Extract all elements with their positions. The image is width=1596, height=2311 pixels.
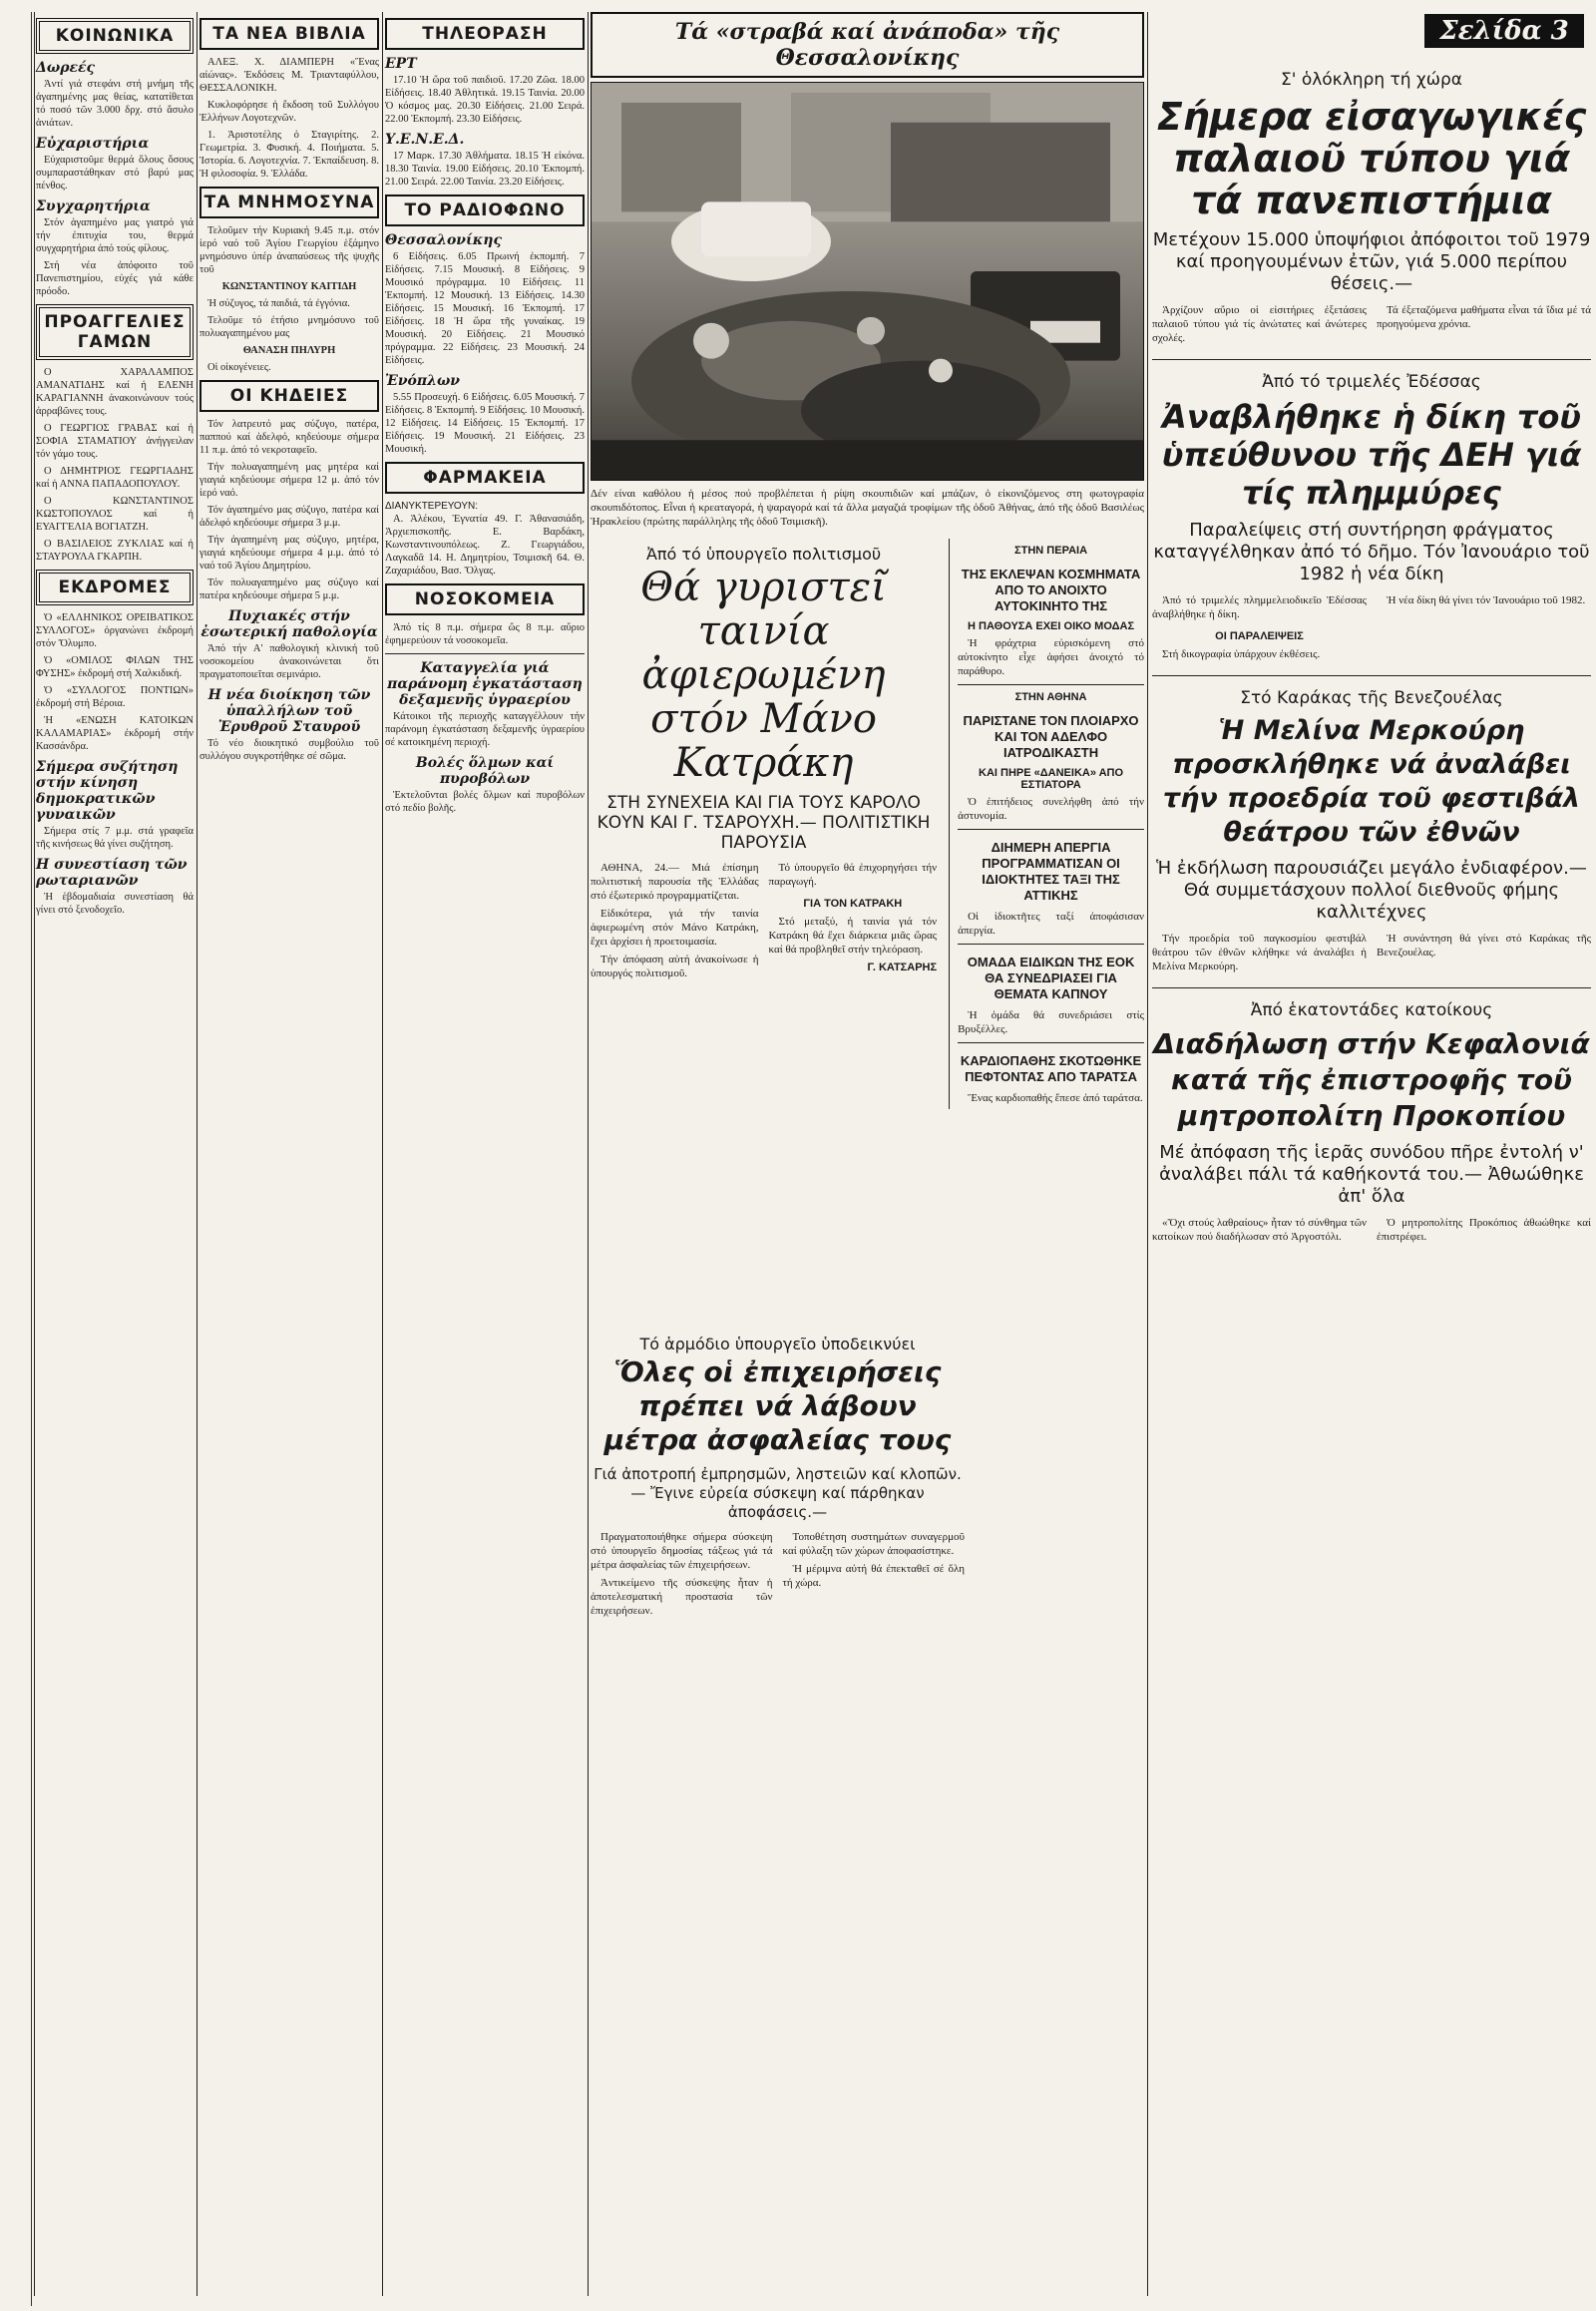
text-block: Τό νέο διοικητικό συμβούλιο τοῦ συλλόγου συγκροτήθηκε σέ σῶμα. (200, 738, 379, 762)
column-rule (34, 12, 35, 2296)
text-block: 17 Μαρκ. 17.30 Ἀθλήματα. 18.15 Ἡ εἰκόνα. 18.30 Ταινία. 19.00 Εἰδήσεις. 20.10 Ἐκπομπή. 21.00 Σειρά. 22.00 Ταινία. 23.20 Εἰδήσεις. (385, 151, 585, 188)
text-block: Τόν λατρευτό μας σύζυγο, πατέρα, παππού καί ἀδελφό, κηδεύουμε σήμερα 11 π.μ. ἀπό τό νεκροταφεῖο. Τήν πολυαγαπημένη μας μητέρα καί γιαγιά κηδεύουμε σήμερα 12 μ. ἀπό τόν ἱερό ναό. Τόν ἀγαπημένο μας σύζυγο, πατέρα καί ἀδελφό κηδεύουμε σήμερα 3 μ.μ. Τήν ἀγαπημένη μας σύζυγο, μητέρα, γιαγιά κηδεύουμε σήμερα 4 μ.μ. ἀπό τό ναό τοῦ Ἁγίου Δημητρίου. Τόν πολυαγαπημένο μας σύζυγο καί πατέρα κηδεύουμε σήμερα 5 μ.μ. (200, 419, 379, 601)
text-block: Σήμερα στίς 7 μ.μ. στά γραφεῖα τῆς κινήσεως θά γίνει συζήτηση. (36, 826, 194, 850)
text-block: ΑΛΕΞ. Χ. ΔΙΑΜΠΕΡΗ «Ἔνας αἰώνας». Ἐκδόσεις Μ. Τριανταφύλλου, ΘΕΣΣΑΛΟΝΙΚΗ. Κυκλοφόρησε ἡ ἔκδοση τοῦ Συλλόγου Ἑλλήνων Λογοτεχνῶν. 1. Ἀριστοτέλης ὁ Σταγιρίτης. 2. Γεωμετρία. 3. Φυσική. 4. Ποιήματα. 5. Ἱστορία. 6. Λογοτεχνία. 7. Ἐκπαίδευση. 8. Ἡ φιλοσοφία. 9. Ἐλλάδα. (200, 57, 379, 180)
body-text: Ἡ συνάντηση θά γίνει στό Καράκας τῆς Βενεζουέλας. (1377, 933, 1591, 959)
section-head-new-books: ΤΑ ΝΕΑ ΒΙΒΛΙΑ (200, 18, 379, 50)
text-block: Τελοῦμεν τήν Κυριακή 9.45 π.μ. στόν ἱερό ναό τοῦ Ἁγίου Γεωργίου ἑξάμηνο μνημόσυνο ὑπέρ ἀναπαύσεως τῆς ψυχῆς τοῦ ΚΩΝΣΤΑΝΤΙΝΟΥ ΚΑΙΤΙΔΗ Ἡ σύζυγος, τά παιδιά, τά ἐγγόνια. Τελοῦμε τό ἐτήσιο μνημόσυνο τοῦ πολυαγαπημένου μας ΘΑΝΑΣΗ ΠΗΛΥΡΗ Οἱ οἰκογένειες. (200, 225, 379, 373)
section-head-tv: ΤΗΛΕΟΡΑΣΗ (385, 18, 585, 50)
subhead-thanks: Εὐχαριστήρια (36, 136, 150, 152)
deck: Μετέχουν 15.000 ὑποψήφιοι ἀπόφοιτοι τοῦ 1979 καί προηγουμένων ἐτῶν, γιά 5.000 περίπου θέσεις.— (1152, 229, 1591, 294)
subhead-red-cross: Η νέα διοίκηση τῶν ὑπαλλήλων τοῦ Ἐρυθροῦ Σταυροῦ (207, 687, 371, 735)
box-title: Καταγγελία γιά παράνομη ἐγκατάσταση δεξαμενῆς ὑγραερίου (387, 660, 583, 708)
body-text: Ἡ ὁμάδα θά συνεδριάσει στίς Βρυξέλλες. (958, 1009, 1144, 1035)
text-block: Ἀντί γιά στεφάνι στή μνήμη τῆς ἀγαπημένης μας θείας, κατατίθεται τό ποσό τῶν 3.000 δρχ. στό ἄσυλο ἀνιάτων. (36, 79, 194, 129)
body-text: Ὁ μητροπολίτης Προκόπιος ἀθωώθηκε καί ἐπιστρέφει. (1377, 1217, 1591, 1243)
brief-sub: ΚΑΙ ΠΗΡΕ «ΔΑΝΕΙΚΑ» ΑΠΟ ΕΣΤΙΑΤΟΡΑ (979, 767, 1124, 791)
section-head-funerals: ΟΙ ΚΗΔΕΙΕΣ (200, 380, 379, 412)
body-text: «Ὄχι στούς λαθραίους» ἦταν τό σύνθημα τῶν κατοίκων πού διαδήλωσαν στό Ἀργοστόλι. (1152, 1217, 1367, 1243)
deck: ΣΤΗ ΣΥΝΕΧΕΙΑ ΚΑΙ ΓΙΑ ΤΟΥΣ ΚΑΡΟΛΟ ΚΟΥΝ ΚΑΙ Γ. ΤΣΑΡΟΥΧΗ.— ΠΟΛΙΤΙΣΤΙΚΗ ΠΑΡΟΥΣΙΑ (597, 793, 931, 853)
body-text: Τά ἐξεταζόμενα μαθήματα εἶναι τά ἴδια μέ τά προηγούμενα χρόνια. (1377, 304, 1591, 330)
kicker: ΣΤΗΝ ΠΕΡΑΙΑ (1014, 545, 1088, 557)
column-rule (197, 12, 198, 2296)
page-number-tag: Σελίδα 3 (1424, 14, 1584, 48)
brief-headline: ΤΗΣ ΕΚΛΕΨΑΝ ΚΟΣΜΗΜΑΤΑ ΑΠΟ ΤΟ ΑΝΟΙΧΤΟ ΑΥΤΟΚΙΝΗΤΟ ΤΗΣ (961, 567, 1141, 613)
text-block: Εὐχαριστοῦμε θερμά ὅλους ὅσους συμπαραστάθηκαν στό βαρύ μας πένθος. (36, 155, 194, 192)
headline-measures: Ὅλες οἱ ἐπιχειρήσεις πρέπει νά λάβουν μέτρα ἀσφαλείας τους (603, 1355, 952, 1456)
text-block: Α. Ἀλέκου, Ἐγνατία 49. Γ. Ἀθανασιάδη, Ἀρχιεπισκοπῆς. Ε. Βαρδάκη, Κωνσταντινουπόλεως. Ζ. Γεωργιάδου, Λαγκαδᾶ 14. Η. Δημητρίου, Τσιμισκῆ 64. Θ. Ζαχαριάδου, Βασ. Ὄλγας. (385, 514, 585, 577)
brief-headline: ΠΑΡΙΣΤΑΝΕ ΤΟΝ ΠΛΟΙΑΡΧΟ ΚΑΙ ΤΟΝ ΑΔΕΛΦΟ ΙΑΤΡΟΔΙΚΑΣΤΗ (963, 713, 1139, 760)
subhead-overnight: ΔΙΑΝΥΚΤΕΡΕΥΟΥΝ: (385, 501, 479, 512)
measures-story (591, 1329, 965, 1622)
section-head-radio: ΤΟ ΡΑΔΙΟΦΩΝΟ (385, 194, 585, 226)
column-rule (382, 12, 383, 2296)
photo-caption: Δέν είναι καθόλου ἡ μέσος πού προβλέπεται ἡ ρίψη σκουπιδιῶν καί μπάζων, ὁ εἰκονιζόμενος στη φωτογραφία σκουπιδότοπος. Εἶναι ἡ κρεαταγορά, ἡ ψαραγορά καί τά ἄλλα μαγαζιά τροφίμων τῆς ὁδοῦ Ἀθήνας, ἀπό τῆς ὁδοῦ Βασιλέως Ἡρακλείου (πρώτης παράλληλης τῆς ὁδοῦ Τσιμισκῆ). (591, 488, 1144, 528)
subhead-congrats: Συγχαρητήρια (36, 198, 151, 214)
text-block: Ὁ «ΕΛΛΗΝΙΚΟΣ ΟΡΕΙΒΑΤΙΚΟΣ ΣΥΛΛΟΓΟΣ» ὀργανώνει ἐκδρομή στόν Ὄλυμπο. Ὁ «ΟΜΙΛΟΣ ΦΙΛΩΝ ΤΗΣ ΦΥΣΗΣ» ἐκδρομή στή Χαλκιδική. Ὁ «ΣΥΛΛΟΓΟΣ ΠΟΝΤΙΩΝ» ἐκδρομή στή Βέροια. Ἡ «ΕΝΩΣΗ ΚΑΤΟΙΚΩΝ ΚΑΛΑΜΑΡΙΑΣ» ἐκδρομή στήν Κασσάνδρα. (36, 612, 194, 752)
subhead-omissions: ΟΙ ΠΑΡΑΛΕΙΨΕΙΣ (1215, 630, 1304, 642)
subhead-rotary: Η συνεστίαση τῶν ρωταριανῶν (36, 857, 188, 889)
dateline: ΑΘΗΝΑ, 24.— (600, 862, 680, 874)
section-head-social: ΚΟΙΝΩΝΙΚΑ (36, 18, 194, 54)
right-column (1152, 12, 1591, 1248)
brief-headline: ΟΜΑΔΑ ΕΙΔΙΚΩΝ ΤΗΣ ΕΟΚ ΘΑ ΣΥΝΕΔΡΙΑΣΕΙ ΓΙΑ ΘΕΜΑΤΑ ΚΑΠΝΟΥ (967, 955, 1135, 1001)
subhead-seminar: Πυχιακές στήν ἐσωτερική παθολογία (200, 608, 378, 640)
katrakis-story (591, 539, 937, 1109)
tv-radio-column (385, 12, 585, 819)
memorial-name: ΘΑΝΑΣΗ ΠΗΛΥΡΗ (242, 345, 336, 356)
kicker: Ἀπό ἑκατοντάδες κατοίκους (1250, 1000, 1493, 1020)
subhead-yened: Υ.Ε.Ν.Ε.Δ. (385, 132, 465, 148)
kicker: ΣΤΗΝ ΑΘΗΝΑ (1014, 691, 1087, 703)
photo-title: Τά «στραβά καί ἀνάποδα» τῆς Θεσσαλονίκης (591, 12, 1144, 78)
body-text: Ἡ νέα δίκη θά γίνει τόν Ἰανουάριο τοῦ 1982. (1387, 594, 1586, 606)
headline-mercouri: Ἡ Μελίνα Μερκούρη προσκλήθηκε νά ἀναλάβει τήν προεδρία τοῦ φεστιβάλ θεάτρου τῶν ἐθνῶν (1162, 715, 1581, 848)
subhead-donations: Δωρεές (36, 60, 96, 76)
body-text: Τό ὑπουργεῖο θά ἐπιχορηγήσει τήν παραγωγή. ΓΙΑ ΤΟΝ ΚΑΤΡΑΚΗ Στό μεταξύ, ἡ ταινία γιά τόν Κατράκη θά ἔχει διάρκεια μιᾶς ὥρας καί θά προβληθεῖ στήν τηλεόραση. Γ. ΚΑΤΣΑΡΗΣ (768, 862, 938, 973)
news-briefs (949, 539, 1144, 1109)
subhead-katrakis: ΓΙΑ ΤΟΝ ΚΑΤΡΑΚΗ (803, 898, 903, 910)
text-block: Ο ΧΑΡΑΛΑΜΠΟΣ ΑΜΑΝΑΤΙΔΗΣ καί ἡ ΕΛΕΝΗ ΚΑΡΑΓΙΑΝΝΗ ἀνακοινώνουν τούς ἀρραβῶνες τους. Ο ΓΕΩΡΓΙΟΣ ΓΡΑΒΑΣ καί ἡ ΣΟΦΙΑ ΣΤΑΜΑΤΙΟΥ ἀνήγγειλαν τόν γάμο τους. Ο ΔΗΜΗΤΡΙΟΣ ΓΕΩΡΓΙΑΔΗΣ καί ἡ ΑΝΝΑ ΠΑΠΑΔΟΠΟΥΛΟΥ. Ο ΚΩΝΣΤΑΝΤΙΝΟΣ ΚΩΣΤΟΠΟΥΛΟΣ καί ἡ ΕΥΑΓΓΕΛΙΑ ΒΟΓΙΑΤΖΗ. Ο ΒΑΣΙΛΕΙΟΣ ΖΥΚΛΙΑΣ καί ἡ ΣΤΑΥΡΟΥΛΑ ΓΚΑΡΠΗ. (36, 367, 194, 563)
kicker: Στό Καράκας τῆς Βενεζουέλας (1240, 688, 1503, 708)
section-head-memorials: ΤΑ ΜΝΗΜΟΣΥΝΑ (200, 187, 379, 218)
text-block: Στόν ἀγαπημένο μας γιατρό γιά τήν ἐπιτυχία του, θερμά συγχαρητήρια ἀπό τούς φίλους. Στή νέα ἀπόφοιτο τοῦ Πανεπιστημίου, εὐχές γιά κάθε πρόοδο. (36, 217, 194, 297)
body-text: Τήν προεδρία τοῦ παγκοσμίου φεστιβάλ θεάτρου τῶν ἐθνῶν κλήθηκε νά ἀναλάβει ἡ Μελίνα Μερκούρη. (1152, 933, 1367, 972)
social-column (36, 12, 194, 921)
photo-illustration (592, 83, 1143, 480)
brief-sub: Η ΠΑΘΟΥΣΑ ΕΧΕΙ ΟΙΚΟ ΜΟΔΑΣ (968, 620, 1135, 632)
deck: Μέ ἀπόφαση τῆς ἱερᾶς συνόδου πῆρε ἐντολή ν' ἀναλάβει πάλι τά καθήκοντά του.— Ἀθωώθηκε ἀπ' ὅλα (1159, 1142, 1584, 1207)
text-block: 6 Εἰδήσεις. 6.05 Πρωινή ἐκπομπή. 7 Εἰδήσεις. 7.15 Μουσική. 8 Εἰδήσεις. 9 Μουσικό πρόγραμμα. 10 Εἰδήσεις. 11 Ἐκπομπή. 12 Μουσική. 13 Εἰδήσεις. 14.30 Εἰδήσεις. 15 Μουσική. 16 Ἐκπομπή. 17 Εἰδήσεις. 18 Ἡ ὥρα τῆς γυναίκας. 19 Μουσική. 20 Εἰδήσεις. 21 Μουσικό πρόγραμμα. 22 Εἰδήσεις. 23 Μουσική. 24 Εἰδήσεις. (385, 251, 585, 366)
headline-kefalonia: Διαδήλωση στήν Κεφαλονιά κατά τῆς ἐπιστροφῆς τοῦ μητροπολίτη Προκοπίου (1153, 1027, 1590, 1132)
body-text: Πραγματοποιήθηκε σήμερα σύσκεψη στό ὑπουργεῖο δημοσίας τάξεως γιά τά μέτρα ἀσφαλείας τῶν ἐπιχειρήσεων. Ἀντικείμενο τῆς σύσκεψης ἦταν ἡ ἀποτελεσματική προστασία τῶν ἐπιχειρήσεων. (591, 1531, 773, 1617)
headline-exams: Σήμερα εἰσαγωγικές παλαιοῦ τύπου γιά τά πανεπιστήμια (1156, 95, 1587, 222)
text-block: Ἡ ἑβδομαδιαία συνεστίαση θά γίνει στό ξενοδοχεῖο. (36, 892, 194, 916)
column-rule (1147, 12, 1148, 2296)
body-text: Ἀρχίζουν αὔριο οἱ εἰσιτήριες ἐξετάσεις παλαιοῦ τύπου γιά τίς ἀνώτατες καί ἀνώτερες σχολές. (1152, 304, 1367, 344)
center-column (591, 12, 1144, 1617)
body-text: Ἡ φράχτρια εὐρισκόμενη στό αὐτοκίνητο εἶχε ἀφήσει ἀνοιχτό τό παράθυρο. (958, 637, 1144, 677)
body-text: Ἀπό τό τριμελές πλημμελειοδικεῖο Ἐδέσσας ἀναβλήθηκε ἡ δίκη. ΟΙ ΠΑΡΑΛΕΙΨΕΙΣ Στή δικογραφία ὑπάρχουν ἐκθέσεις. (1152, 594, 1367, 660)
memorial-name: ΚΩΝΣΤΑΝΤΙΝΟΥ ΚΑΙΤΙΔΗ (221, 281, 357, 292)
deck: Γιά ἀποτροπή ἐμπρησμῶν, ληστειῶν καί κλοπῶν.— Ἔγινε εὐρεία σύσκεψη καί πάρθηκαν ἀποφάσεις.— (594, 1465, 962, 1521)
body-text: Ἕνας καρδιοπαθής ἔπεσε ἀπό ταράτσα. (968, 1092, 1143, 1104)
subhead-ert: ΕΡΤ (385, 56, 417, 72)
brief-headline: ΚΑΡΔΙΟΠΑΘΗΣ ΣΚΟΤΩΘΗΚΕ ΠΕΦΤΟΝΤΑΣ ΑΠΟ ΤΑΡΑΤΣΑ (960, 1053, 1142, 1084)
subhead-armed: Ἐνόπλων (385, 373, 461, 389)
news-photo (591, 82, 1144, 481)
byline: Γ. ΚΑΤΣΑΡΗΣ (867, 962, 938, 973)
text-block: Ἐκτελοῦνται βολές ὅλμων καί πυροβόλων στό πεδίο βολῆς. (385, 790, 585, 814)
subhead-discussion: Σήμερα συζήτηση στήν κίνηση δημοκρατικῶν γυναικῶν (36, 759, 179, 823)
deck: Παραλείψεις στή συντήρηση φράγματος καταγγέλθηκαν ἀπό τό δῆμο. Τόν Ἰανουάριο τοῦ 1982 ἡ νέα δίκη (1153, 520, 1590, 584)
text-block: 5.55 Προσευχή. 6 Εἰδήσεις. 6.05 Μουσική. 7 Εἰδήσεις. 8 Ἐκπομπή. 9 Εἰδήσεις. 10 Μουσική. 12 Εἰδήσεις. 14 Εἰδήσεις. 15 Ἐκπομπή. 17 Εἰδήσεις. 19 Μουσική. 21 Εἰδήσεις. 23 Μουσική. (385, 392, 585, 455)
kicker: Σ' ὁλόκληρη τή χώρα (1281, 70, 1462, 90)
section-head-hospitals: ΝΟΣΟΚΟΜΕΙΑ (385, 583, 585, 615)
text-block: Ἀπό τήν Α' παθολογική κλινική τοῦ νοσοκομείου ἀνακοινώνεται ὅτι πραγματοποιεῖται σεμινάριο. (200, 643, 379, 680)
books-column (200, 12, 379, 767)
box-title: Βολές ὅλμων καί πυροβόλων (415, 755, 555, 787)
cropped-edge-column (4, 12, 32, 2306)
brief-headline: ΔΙΗΜΕΡΗ ΑΠΕΡΓΙΑ ΠΡΟΓΡΑΜΜΑΤΙΣΑΝ ΟΙ ΙΔΙΟΚΤΗΤΕΣ ΤΑΞΙ ΤΗΣ ΑΤΤΙΚΗΣ (982, 840, 1120, 903)
text-block: Κάτοικοι τῆς περιοχῆς καταγγέλλουν τήν παράνομη ἐγκατάσταση δεξαμενῆς ὑγραερίου σέ κατοικημένη περιοχή. (385, 711, 585, 748)
text-block: 17.10 Ἡ ὥρα τοῦ παιδιοῦ. 17.20 Ζῶα. 18.00 Εἰδήσεις. 18.40 Ἀθλητικά. 19.15 Ταινία. 20.00 Ὁ κόσμος μας. 20.30 Εἰδήσεις. 21.00 Σειρά. 22.00 Ἐκπομπή. 23.30 Εἰδήσεις. (385, 75, 585, 125)
column-rule (588, 12, 589, 2296)
kicker: Ἀπό τό ὑπουργεῖο πολιτισμοῦ (645, 545, 882, 564)
body-text: ΑΘΗΝΑ, 24.— Μιά ἐπίσημη πολιτιστική παρουσία τῆς Ἑλλάδας στό ἐξωτερικό προγραμματίζεται. Εἰδικότερα, γιά τήν ταινία ἀφιερωμένη στόν Μάνο Κατράκη, ἔχει ἀρχίσει ἡ προετοιμασία. Τήν ἀπόφαση αὐτή ἀνακοίνωσε ἡ ὑπουργός πολιτισμοῦ. (591, 862, 759, 979)
body-text: Τοποθέτηση συστημάτων συναγερμοῦ καί φύλαξη τῶν χώρων ἀποφασίστηκε. Ἡ μέριμνα αὐτή θά ἐπεκταθεῖ σέ ὅλη τή χώρα. (782, 1531, 965, 1589)
section-head-wedding: ΠΡΟΑΓΓΕΛΙΕΣ ΓΑΜΩΝ (36, 304, 194, 360)
kicker: Τό ἁρμόδιο ὑπουργεῖο ὑποδεικνύει (639, 1335, 916, 1353)
text-block: Ἀπό τίς 8 π.μ. σήμερα ὥς 8 π.μ. αὔριο ἐφημερεύουν τά νοσοκομεῖα. (385, 622, 585, 646)
section-head-pharmacies: ΦΑΡΜΑΚΕΙΑ (385, 462, 585, 494)
headline-dei: Ἀναβλήθηκε ἡ δίκη τοῦ ὑπεύθυνου τῆς ΔΕΗ γιά τίς πλημμύρες (1161, 398, 1582, 512)
deck: Ἡ ἐκδήλωση παρουσιάζει μεγάλο ἐνδιαφέρον.— Θά συμμετάσχουν πολλοί διεθνοῦς φήμης καλλιτέχνες (1156, 858, 1587, 923)
kicker: Ἀπό τό τριμελές Ἐδέσσας (1262, 372, 1481, 392)
headline-katrakis: Θά γυριστεῖ ταινία ἀφιερωμένη στόν Μάνο Κατράκη (640, 565, 887, 786)
body-text: Οἱ ἰδιοκτῆτες ταξί ἀποφάσισαν ἀπεργία. (958, 911, 1144, 937)
body-text: Ὁ ἐπιτήδειος συνελήφθη ἀπό τήν ἀστυνομία. (958, 796, 1144, 822)
subhead-thessaloniki: Θεσσαλονίκης (385, 232, 502, 248)
section-head-excursions: ΕΚΔΡΟΜΕΣ (36, 570, 194, 605)
